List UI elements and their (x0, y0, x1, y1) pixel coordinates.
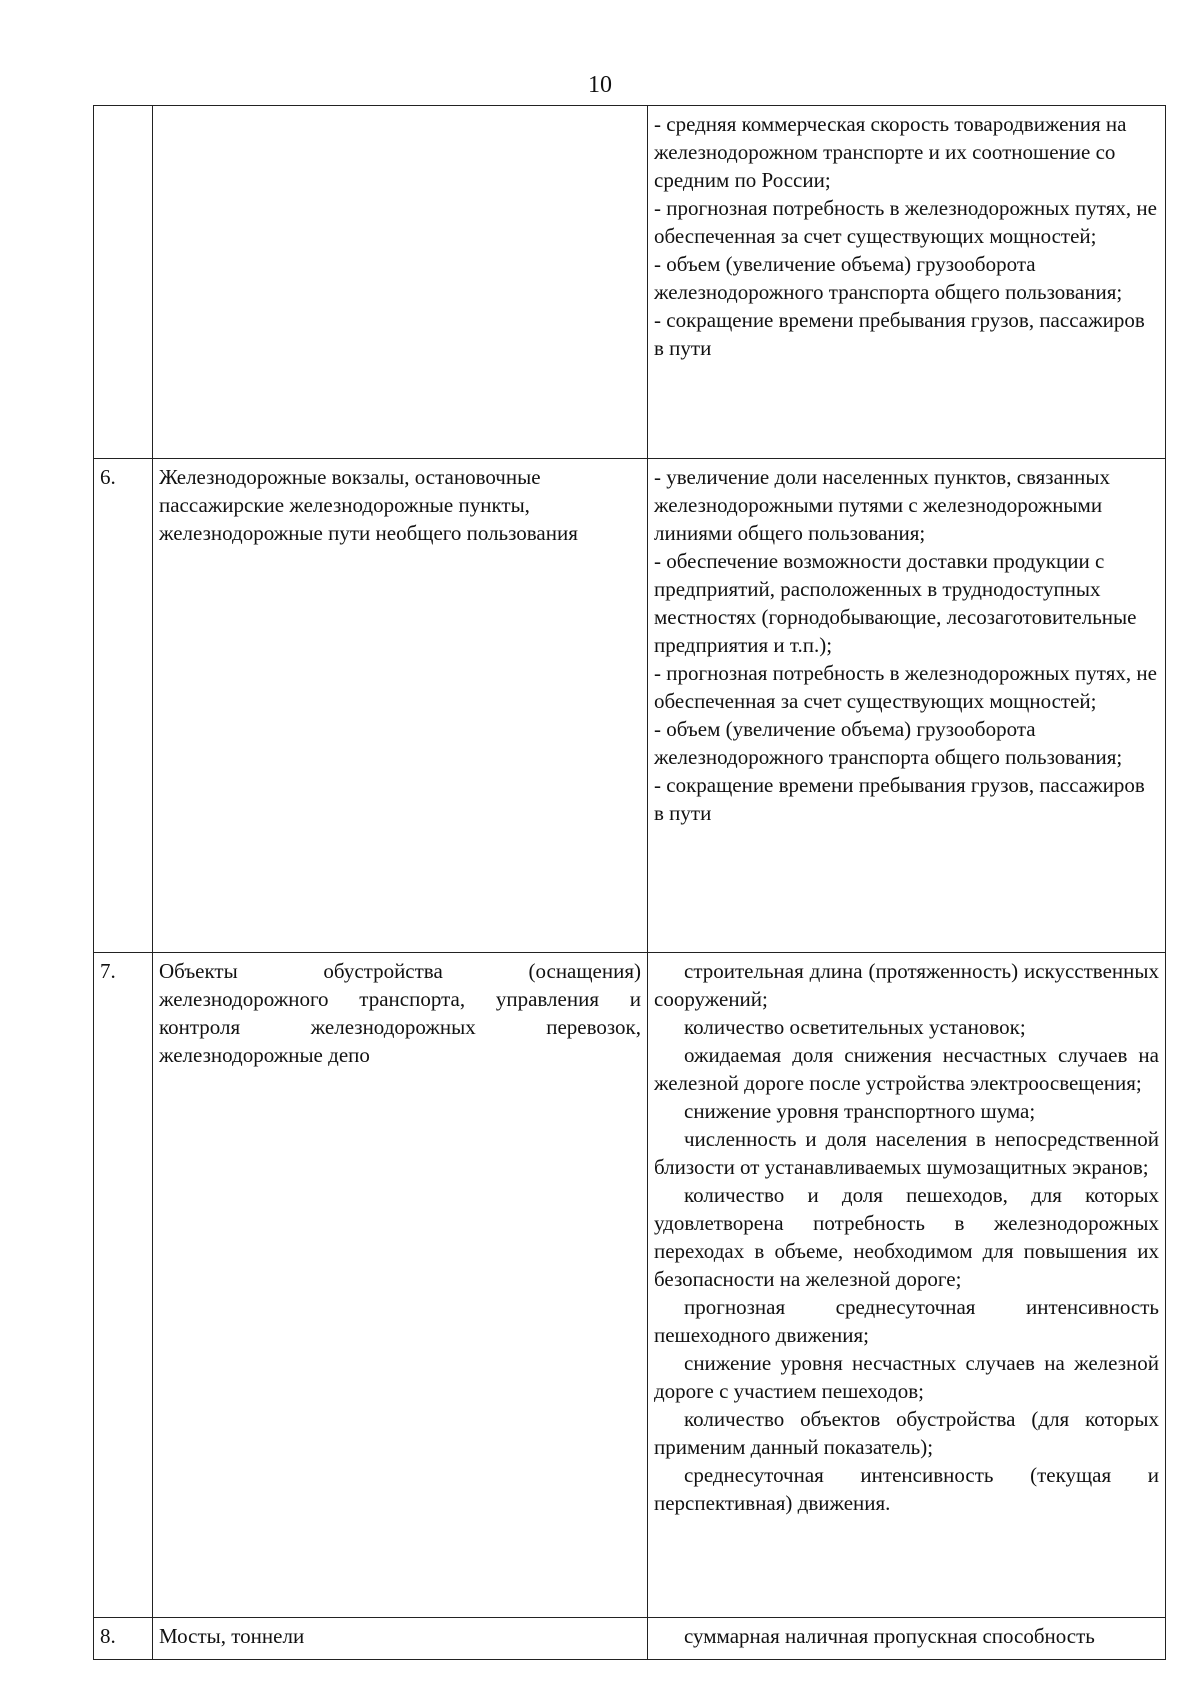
indicator-item: - прогнозная потребность в железнодорожных путях, не обеспеченная за счет существующих мощностей; (654, 196, 1157, 248)
indicators-cell (648, 459, 1166, 953)
indicator-item: - сокращение времени пребывания грузов, пассажиров в пути (654, 773, 1145, 825)
indicator-item: количество и доля пешеходов, для которых удовлетворена потребность в железнодорожных переходах в объеме, необходимом для повышения их безопасности на железной дороге; (654, 1183, 1159, 1291)
table-row (94, 459, 1166, 953)
indicators-table (93, 105, 1166, 1660)
indicator-item: - объем (увеличение объема) грузооборота железнодорожного транспорта общего пользования; (654, 717, 1123, 769)
indicator-item: снижение уровня транспортного шума; (684, 1099, 1036, 1123)
page-number: 10 (588, 72, 612, 98)
indicator-item: суммарная наличная пропускная способность (684, 1624, 1095, 1648)
row-number: 7. (94, 953, 153, 1618)
row-number (94, 106, 153, 459)
indicator-item: количество осветительных установок; (684, 1015, 1026, 1039)
indicator-item: - средняя коммерческая скорость товародвижения на железнодорожном транспорте и их соотношение со средним по России; (654, 112, 1127, 192)
indicator-item: количество объектов обустройства (для которых применим данный показатель); (654, 1407, 1159, 1459)
indicator-item: строительная длина (протяженность) искусственных сооружений; (654, 959, 1159, 1011)
indicator-item: ожидаемая доля снижения несчастных случаев на железной дороге после устройства электроосвещения; (654, 1043, 1159, 1095)
indicators-cell (648, 953, 1166, 1618)
table-row (94, 1618, 1166, 1660)
object-cell (153, 106, 648, 459)
row-number: 6. (94, 459, 153, 953)
table-row (94, 953, 1166, 1618)
object-text: Железнодорожные вокзалы, остановочные пассажирские железнодорожные пункты, железнодорожные пути необщего пользования (159, 465, 578, 545)
row-number: 8. (94, 1618, 153, 1660)
indicator-item: численность и доля населения в непосредственной близости от устанавливаемых шумозащитных экранов; (654, 1127, 1159, 1179)
indicator-item: - сокращение времени пребывания грузов, пассажиров в пути (654, 308, 1145, 360)
indicator-item: среднесуточная интенсивность (текущая и перспективная) движения. (654, 1463, 1159, 1515)
indicator-item: - объем (увеличение объема) грузооборота железнодорожного транспорта общего пользования; (654, 252, 1123, 304)
object-cell (153, 953, 648, 1618)
object-text: Объекты обустройства (оснащения) железнодорожного транспорта, управления и контроля железнодорожных перевозок, железнодорожные депо (159, 959, 641, 1067)
indicators-cell (648, 106, 1166, 459)
indicator-item: - увеличение доли населенных пунктов, связанных железнодорожными путями с железнодорожными линиями общего пользования; (654, 465, 1111, 545)
indicators-cell (648, 1618, 1166, 1660)
object-cell (153, 459, 648, 953)
indicator-item: прогнозная среднесуточная интенсивность пешеходного движения; (654, 1295, 1159, 1347)
object-cell: Мосты, тоннели (153, 1618, 648, 1660)
indicator-item: - прогнозная потребность в железнодорожных путях, не обеспеченная за счет существующих мощностей; (654, 661, 1157, 713)
indicator-item: снижение уровня несчастных случаев на железной дороге с участием пешеходов; (654, 1351, 1159, 1403)
indicator-item: - обеспечение возможности доставки продукции с предприятий, расположенных в труднодоступных местностях (горнодобывающие, лесозаготовительные предприятия и т.п.); (654, 549, 1137, 657)
table-row (94, 106, 1166, 459)
